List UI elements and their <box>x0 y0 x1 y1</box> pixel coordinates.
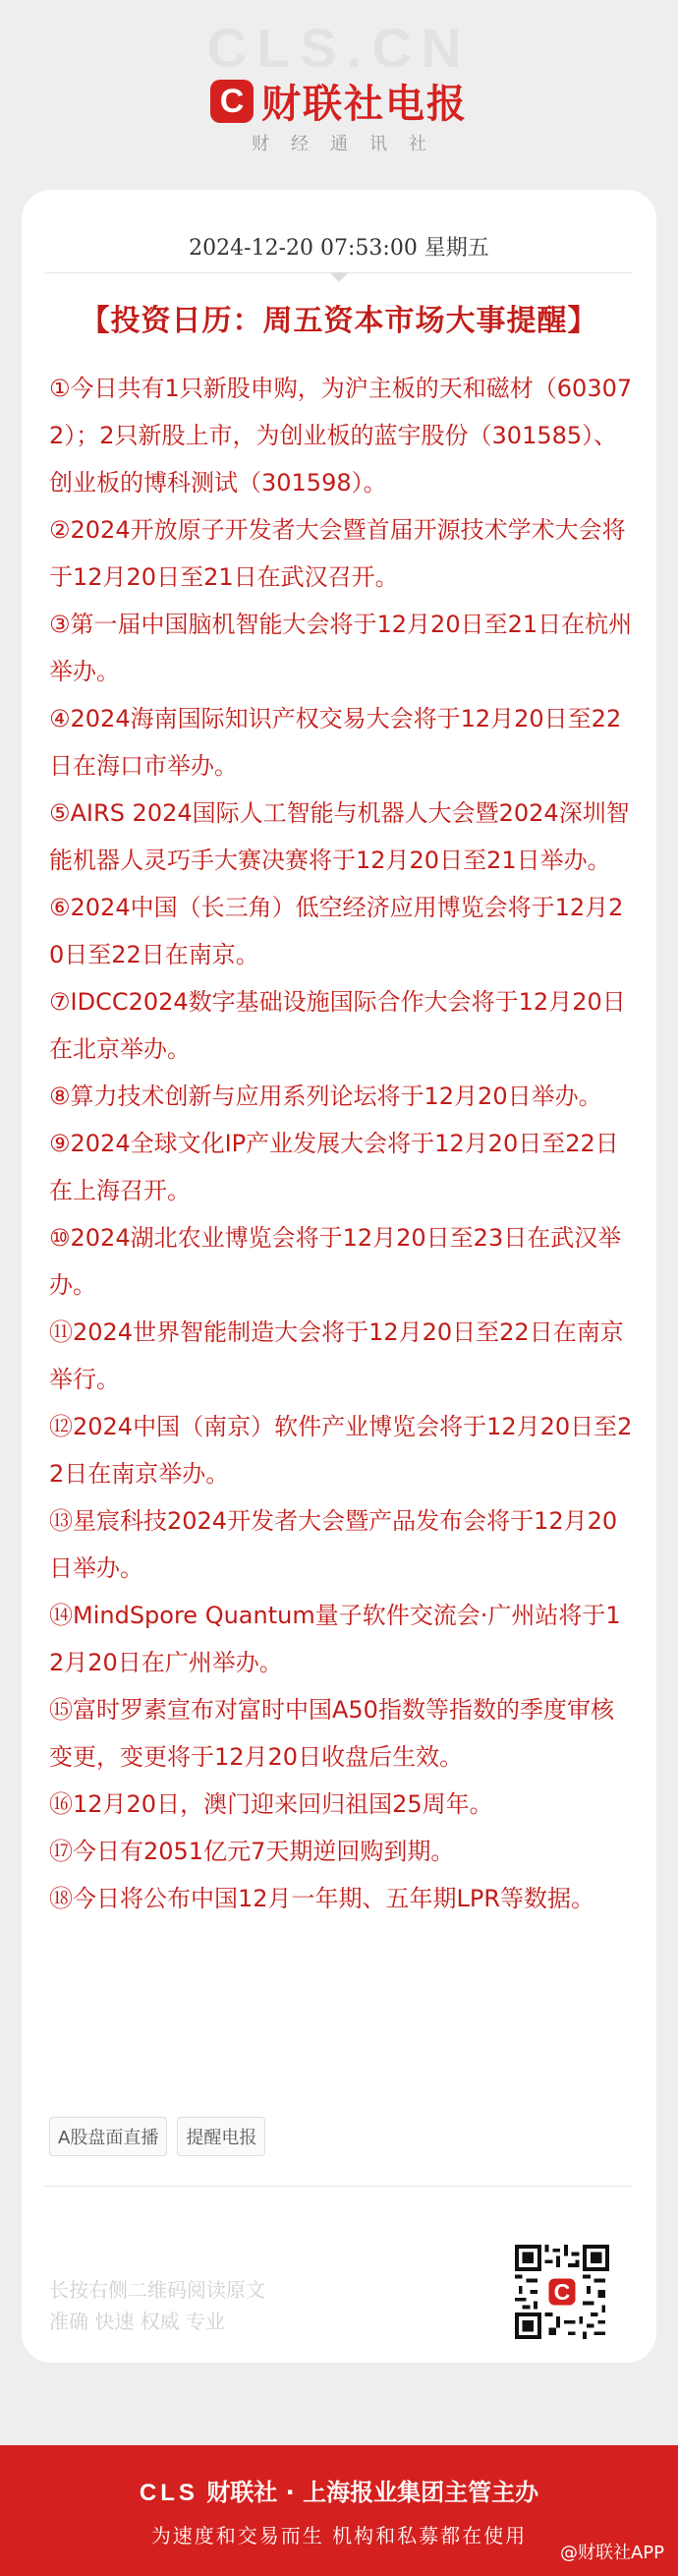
list-item: ⑫2024中国（南京）软件产业博览会将于12月20日至22日在南京举办。 <box>49 1413 633 1488</box>
list-item: ④2024海南国际知识产权交易大会将于12月20日至22日在海口市举办。 <box>49 705 622 780</box>
item-list <box>49 365 635 1922</box>
brand-subtitle: 财经通讯社 <box>252 134 448 154</box>
list-item: ⑦IDCC2024数字基础设施国际合作大会将于12月20日在北京举办。 <box>49 988 626 1063</box>
qr-caption-line2: 准确 快速 权威 专业 <box>49 2310 226 2333</box>
divider <box>45 2186 633 2187</box>
tag-a-share-live[interactable]: A股盘面直播 <box>49 2117 167 2156</box>
tag-list <box>49 2117 265 2156</box>
notch-icon <box>329 272 349 282</box>
footer <box>0 2445 678 2576</box>
list-item: ⑮富时罗素宣布对富时中国A50指数等指数的季度审核变更，变更将于12月20日收盘后生效。 <box>49 1696 614 1771</box>
article-card <box>22 190 656 2363</box>
list-item: ⑩2024湖北农业博览会将于12月20日至23日在武汉举办。 <box>49 1224 622 1299</box>
footer-slogan <box>0 2473 678 2507</box>
qr-code-icon[interactable] <box>515 2245 609 2339</box>
footer-tagline: 为速度和交易而生 机构和私募都在使用 <box>150 2524 528 2547</box>
list-item: ②2024开放原子开发者大会暨首届开源技术学术大会将于12月20日至21日在武汉召开。 <box>49 516 626 591</box>
list-item: ⑰今日有2051亿元7天期逆回购到期。 <box>49 1838 455 1865</box>
brand-name: 财联社电报 <box>261 82 468 127</box>
list-item: ⑥2024中国（长三角）低空经济应用博览会将于12月20日至22日在南京。 <box>49 894 624 968</box>
footer-cls-logo: CLS <box>139 2480 198 2506</box>
list-item: ⑬星宸科技2024开发者大会暨产品发布会将于12月20日举办。 <box>49 1507 618 1582</box>
article-title: 【投资日历：周五资本市场大事提醒】 <box>80 304 598 338</box>
weibo-handle: @财联社APP <box>559 2543 664 2563</box>
list-item: ⑱今日将公布中国12月一年期、五年期LPR等数据。 <box>49 1885 595 1912</box>
list-item: ⑭MindSpore Quantum量子软件交流会·广州站将于12月20日在广州举办。 <box>49 1602 621 1676</box>
header <box>0 0 678 182</box>
list-item: ⑯12月20日，澳门迎来回归祖国25周年。 <box>49 1790 493 1818</box>
tag-reminder[interactable]: 提醒电报 <box>177 2117 265 2156</box>
list-item: ⑧算力技术创新与应用系列论坛将于12月20日举办。 <box>49 1083 602 1110</box>
list-item: ⑨2024全球文化IP产业发展大会将于12月20日至22日在上海召开。 <box>49 1130 619 1204</box>
footer-line1: 财联社 · 上海报业集团主管主办 <box>206 2479 539 2506</box>
svg-text:C: C <box>553 2279 571 2306</box>
brand-logo <box>0 73 678 129</box>
qr-caption-line1: 长按右侧二维码阅读原文 <box>49 2278 265 2302</box>
logo-icon: C <box>210 80 254 123</box>
list-item: ①今日共有1只新股申购，为沪主板的天和磁材（603072）；2只新股上市，为创业板的蓝宇股份（301585）、创业板的博科测试（301598）。 <box>49 375 633 497</box>
list-item: ⑤AIRS 2024国际人工智能与机器人大会暨2024深圳智能机器人灵巧手大赛决赛将于12月20日至21日举办。 <box>49 799 630 874</box>
list-item: ③第一届中国脑机智能大会将于12月20日至21日在杭州举办。 <box>49 611 633 685</box>
watermark: CLS.CN <box>206 17 472 79</box>
qr-caption <box>49 2274 265 2337</box>
article-datetime: 2024-12-20 07:53:00 星期五 <box>189 236 489 261</box>
list-item: ⑪2024世界智能制造大会将于12月20日至22日在南京举行。 <box>49 1318 624 1393</box>
